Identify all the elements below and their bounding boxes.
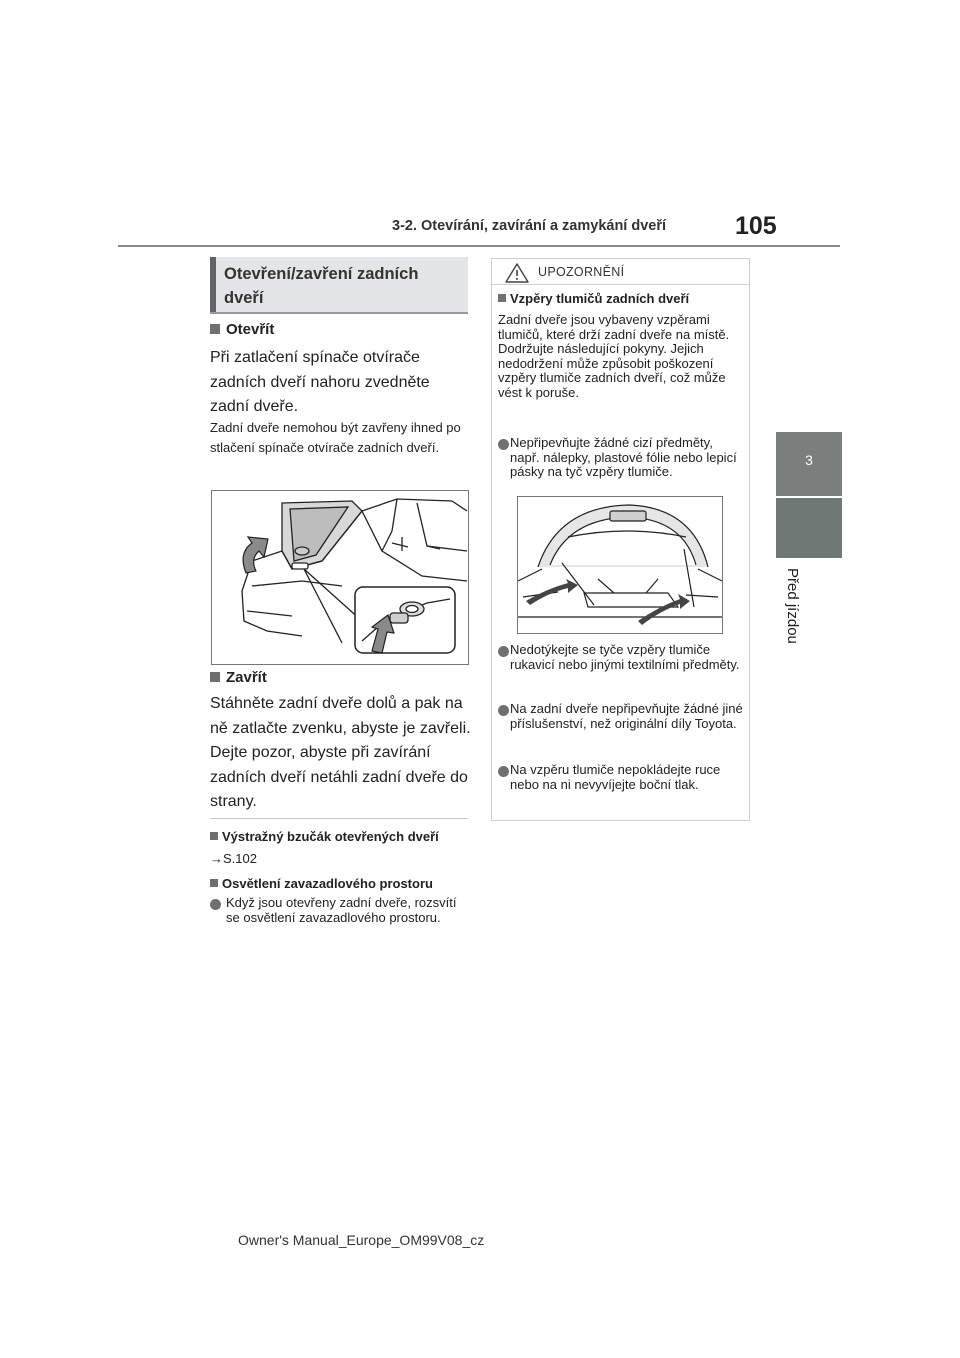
damper-strut-illustration xyxy=(517,496,723,634)
warning-bullet: Nepřipevňujte žádné cizí předměty, např. nálepky, plastové fólie nebo lepicí pásky na tyč vzpěry tlumiče. xyxy=(510,435,737,479)
square-bullet-icon xyxy=(210,832,218,840)
warning-bullet: Na vzpěru tlumiče nepokládejte ruce nebo na ni nevyvíjejte boční tlak. xyxy=(510,762,721,792)
warning-title: UPOZORNĚNÍ xyxy=(538,265,625,279)
round-bullet-icon xyxy=(498,646,509,657)
arrow-icon xyxy=(526,579,578,605)
chapter-label: Před jízdou xyxy=(784,568,801,644)
note-heading xyxy=(210,876,433,891)
section-heading-bar xyxy=(210,257,216,312)
round-bullet-icon xyxy=(498,705,509,716)
chapter-tab xyxy=(776,432,842,496)
open-heading xyxy=(210,321,274,338)
chapter-tab-band xyxy=(776,498,842,558)
open-paragraph: Při zatlačení spínače otvírače zadních dveří nahoru zvedněte zadní dveře. xyxy=(210,349,430,415)
close-heading-text: Zavřít xyxy=(226,669,267,686)
warning-paragraph: Zadní dveře jsou vybaveny vzpěrami tlumičů, které drží zadní dveře na místě. Dodržujte následující pokyny. Jejich nedodržení může způsobit poškození vzpěry tlumiče zadních dveří, což může vést k poruše. xyxy=(498,312,730,400)
footer-text: Owner's Manual_Europe_OM99V08_cz xyxy=(238,1232,485,1248)
notes-divider xyxy=(210,818,468,819)
close-paragraph-2: Dejte pozor, abyste při zavírání zadních dveří netáhli zadní dveře do strany. xyxy=(210,744,468,810)
warning-heading-text: Vzpěry tlumičů zadních dveří xyxy=(510,291,690,306)
warning-triangle-icon xyxy=(504,262,530,289)
open-note: Zadní dveře nemohou být zavřeny ihned po stlačení spínače otvírače zadních dveří. xyxy=(210,420,461,455)
note-bullet-text: Když jsou otevřeny zadní dveře, rozsvítí se osvětlení zavazadlového prostoru. xyxy=(226,895,457,925)
page-reference: →S.102 xyxy=(210,851,257,866)
close-paragraph-1: Stáhněte zadní dveře dolů a pak na ně zatlačte zvenku, abyste je zavřeli. xyxy=(210,695,471,737)
running-header-title: 3-2. Otevírání, zavírání a zamykání dveří xyxy=(392,218,667,234)
chapter-number: 3 xyxy=(805,452,813,468)
square-bullet-icon xyxy=(210,672,220,682)
square-bullet-icon xyxy=(498,294,506,302)
note-heading-text: Osvětlení zavazadlového prostoru xyxy=(222,876,433,891)
up-arrow-icon xyxy=(243,537,268,573)
round-bullet-icon xyxy=(498,766,509,777)
note-heading-text: Výstražný bzučák otevřených dveří xyxy=(222,829,439,844)
square-bullet-icon xyxy=(210,879,218,887)
tailgate-open-illustration xyxy=(211,490,469,665)
car-rear-illustration xyxy=(212,491,468,664)
square-bullet-icon xyxy=(210,324,220,334)
arrow-icon xyxy=(638,594,690,625)
warning-bullet: Na zadní dveře nepřipevňujte žádné jiné příslušenství, než originální díly Toyota. xyxy=(510,701,743,731)
warning-heading xyxy=(498,291,689,306)
round-bullet-icon xyxy=(210,899,221,910)
section-heading: Otevření/zavření zadních dveří xyxy=(224,265,419,307)
header-rule xyxy=(118,245,840,247)
page-number: 105 xyxy=(735,212,777,240)
close-heading xyxy=(210,669,267,686)
note-heading xyxy=(210,829,439,844)
section-heading-box xyxy=(210,257,468,314)
warning-bullet: Nedotýkejte se tyče vzpěry tlumiče rukavicí nebo jinými textilními předměty. xyxy=(510,642,740,672)
open-heading-text: Otevřít xyxy=(226,321,275,338)
open-tailgate-illustration xyxy=(518,497,722,633)
round-bullet-icon xyxy=(498,439,509,450)
